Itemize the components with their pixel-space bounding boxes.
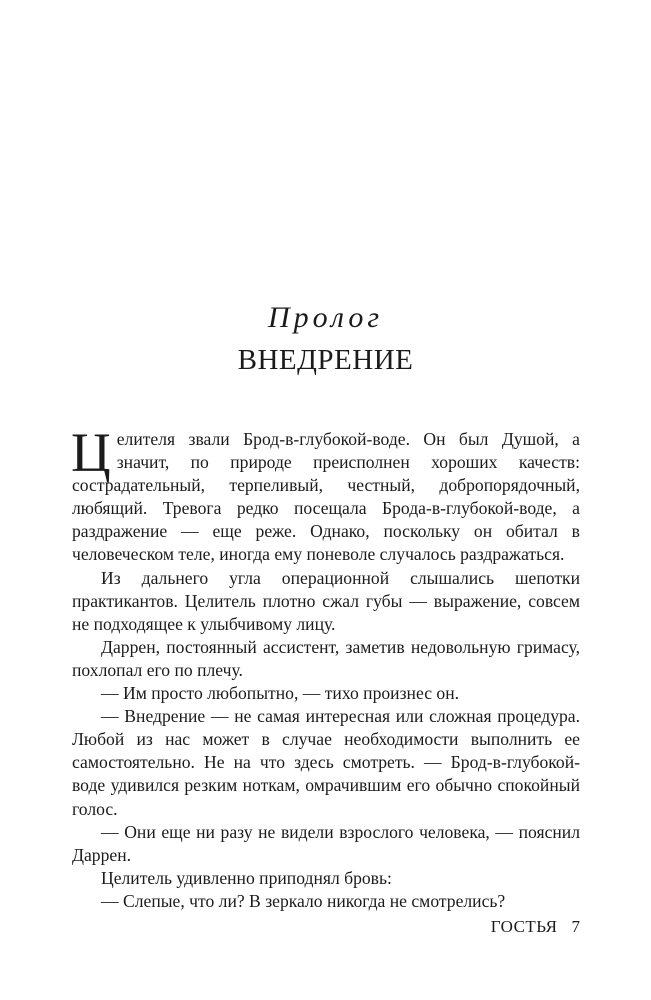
paragraph-6: — Они еще ни разу не видели взрослого человека, — пояснил Даррен. <box>72 821 580 865</box>
paragraph-7: Целитель удивленно приподнял бровь: <box>101 867 392 888</box>
page-number: 7 <box>571 917 580 936</box>
running-footer <box>450 916 580 938</box>
drop-cap: Ц <box>71 422 111 483</box>
paragraph-2: Из дальнего угла операционной слышались шепотки практикантов. Целитель плотно сжал губы — выражение, совсем не подходящее к улыбчивому лицу. <box>72 567 580 634</box>
body-text <box>71 422 580 913</box>
paragraph-5: — Внедрение — не самая интересная или сложная процедура. Любой из нас может в случае необходимости выполнить ее самостоятельно. Не на что здесь смотреть. — Брод-в-глубокой-воде удивился резким ноткам, омрачившим его обычно спокойный голос. <box>72 706 580 819</box>
paragraph-3: Даррен, постоянный ассистент, заметив недовольную гримасу, похлопал его по плечу. <box>72 636 580 680</box>
paragraph-4: — Им просто любопытно, — тихо произнес он. <box>101 683 460 704</box>
paragraph-1-text: елителя звали Брод-в-глубокой-воде. Он был Душой, а значит, по природе преисполнен хороших качеств: сострадательный, терпеливый, честный, добропорядочный, любящий. Тревога редко посещала Брода-в-глубокой-воде, а раздражение — еще реже. Однако, поскольку он обитал в человеческом теле, иногда ему поневоле случалось раздражаться. <box>72 429 580 565</box>
chapter-title: ВНЕДРЕНИЕ <box>237 344 414 376</box>
paragraph-1 <box>71 422 580 567</box>
paragraph-8: — Слепые, что ли? В зеркало никогда не смотрелись? <box>101 890 506 911</box>
chapter-kicker: Пролог <box>267 301 384 334</box>
running-footer-title: ГОСТЬЯ <box>490 917 558 936</box>
